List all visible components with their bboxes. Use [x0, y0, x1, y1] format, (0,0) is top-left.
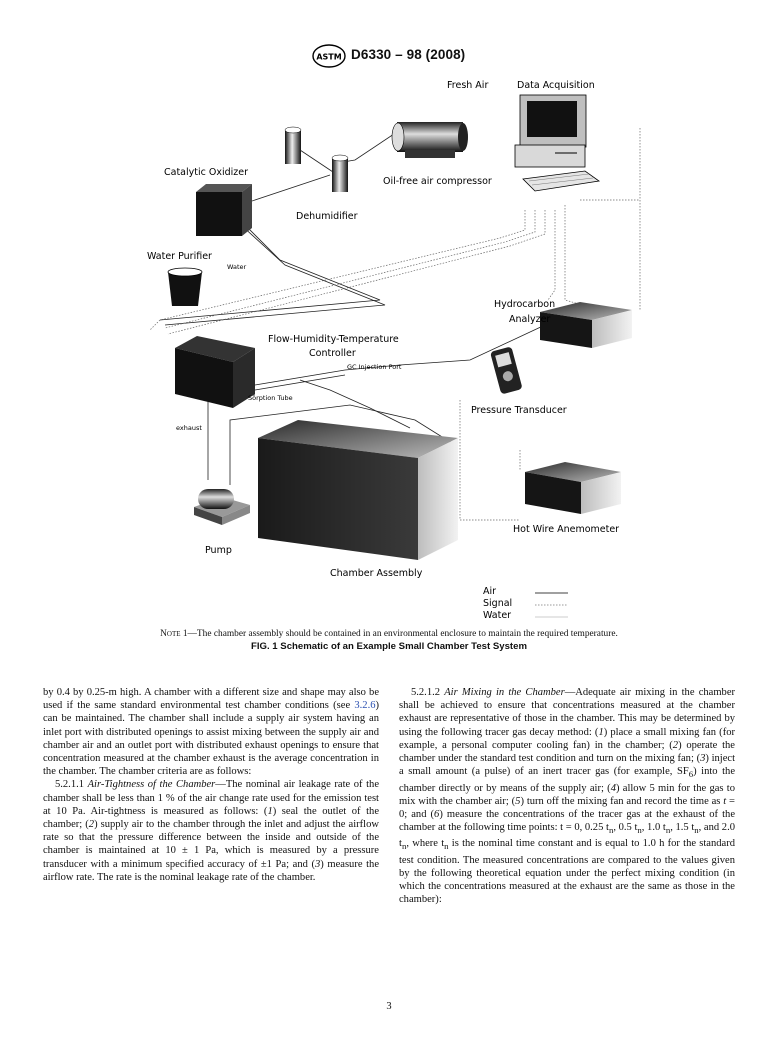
legend-signal: Signal: [483, 598, 513, 609]
cross-reference-link[interactable]: 3.2.6: [354, 700, 376, 712]
label-data-acquisition: Data Acquisition: [517, 80, 595, 91]
standard-designation: D6330 – 98 (2008): [351, 47, 466, 62]
flow-controller: [175, 336, 255, 408]
left-column: [43, 686, 379, 884]
label-catalytic-oxidizer: Catalytic Oxidizer: [164, 167, 249, 178]
label-oil-free-compressor: Oil-free air compressor: [383, 176, 492, 187]
label-fresh-air: Fresh Air: [447, 80, 489, 91]
label-pump: Pump: [205, 545, 232, 556]
hot-wire-anemometer: [525, 462, 621, 514]
label-dehumidifier: Dehumidifier: [296, 211, 358, 222]
legend-water: Water: [483, 610, 512, 621]
section-title: Air Mixing in the Chamber: [444, 687, 565, 698]
pressure-transducer: [490, 346, 523, 394]
catalytic-oxidizer: [196, 184, 252, 236]
label-hot-wire-anemometer: Hot Wire Anemometer: [513, 524, 620, 535]
air-compressor: [392, 122, 468, 158]
dehumidifier: [285, 127, 348, 192]
label-chamber-assembly: Chamber Assembly: [330, 568, 423, 579]
label-sorption-tube: Sorption Tube: [248, 394, 293, 402]
label-fht-controller: Flow-Humidity-Temperature: [268, 334, 399, 345]
svg-text:ASTM: ASTM: [316, 52, 342, 62]
water-purifier: [168, 268, 202, 306]
section-title: Air-Tightness of the Chamber: [87, 779, 216, 791]
label-exhaust: exhaust: [176, 424, 202, 432]
legend-air: Air: [483, 586, 497, 597]
note-prefix: Note 1: [160, 629, 188, 639]
page-number: 3: [386, 1001, 392, 1012]
label-gc-injection-port: GC Injection Port: [347, 363, 402, 371]
label-water-purifier: Water Purifier: [147, 251, 212, 262]
paragraph-air-tightness: 5.2.1.1 Air-Tightness of the Chamber—The nominal air leakage rate of the chamber shall be less than 1 % of the air change rate used for the emission test at 10 Pa. Air-tightness is measured as follows: (1) seal the outlet of the chamber; (2) supply air to the chamber through the inlet and adjust the airflow rate so that the pressure difference between the inside and outside of the chamber is maintained at 10 ± 1 Pa, which is measured by a pressure transducer with a minimum specified accuracy of ±1 Pa; and (3) measure the airflow rate. The rate is the nominal leakage rate of the chamber.: [43, 779, 380, 883]
paragraph-air-mixing: 5.2.1.2 Air Mixing in the Chamber—Adequate air mixing in the chamber shall be achieved to ensure that concentrations measured at the chamber exhaust are representative of those in the chamber. This may be determined by using the following tracer gas decay method: (1) place a small mixing fan (for example, a personal computer cooling fan) in the chamber; (2) operate the chamber under the standard test condition and turn on the mixing fan; (3) inject a small amount (a pulse) of an inert tracer gas (for example, $SF_6$) into the chamber directly or by means of the supply air; (4) allow 5 min for the gas to mix with the chamber air; (5) turn off the mixing fan and record the time as t = 0; and (6) measure the concentrations of the tracer gas at the exhaust of the chamber at the following time points: t = 0, 0.25 $t_n$, 0.5 $t_n$, 1.0 $t_n$, 1.5 $t_n$, and 2.0 $t_n$, where $t_n$ is the nominal time constant and is equal to 1.0 h for the standard test condition. The measured concentrations are compared to the values given by the following theoretical equation under the perfect mixing condition (in which the concentrations measured at the exhaust are the same as those in the chamber):: [399, 687, 736, 906]
right-column: [399, 686, 735, 907]
computer: [515, 95, 599, 191]
chamber-assembly: [258, 420, 458, 560]
paragraph-chamber-description: by 0.4 by 0.25-m high. A chamber with a different size and shape may also be used if the same standard environmental test chamber conditions (see 3.2.6) can be maintained. The chamber shall include a supply air system having an inlet port with distributed openings to assist mixing between the supply air and chamber air and an outlet port with distributed exhaust openings to ensure that concentration measured at the chamber exhaust is the average concentration in the chamber. The chamber criteria are as follows:: [43, 687, 379, 778]
label-analyzer: Analyzer: [509, 314, 551, 325]
label-water-small: Water: [227, 263, 247, 271]
label-pressure-transducer: Pressure Transducer: [471, 405, 567, 416]
label-hydrocarbon: Hydrocarbon: [494, 299, 556, 310]
label-controller: Controller: [309, 348, 356, 359]
pump: [194, 489, 250, 525]
legend-lines: [535, 593, 568, 617]
figure-note: [0, 629, 778, 639]
figure-caption: FIG. 1 Schematic of an Example Small Chamber Test System: [250, 641, 527, 652]
note-text: —The chamber assembly should be contained in an environmental enclosure to maintain the required temperature.: [187, 629, 618, 639]
